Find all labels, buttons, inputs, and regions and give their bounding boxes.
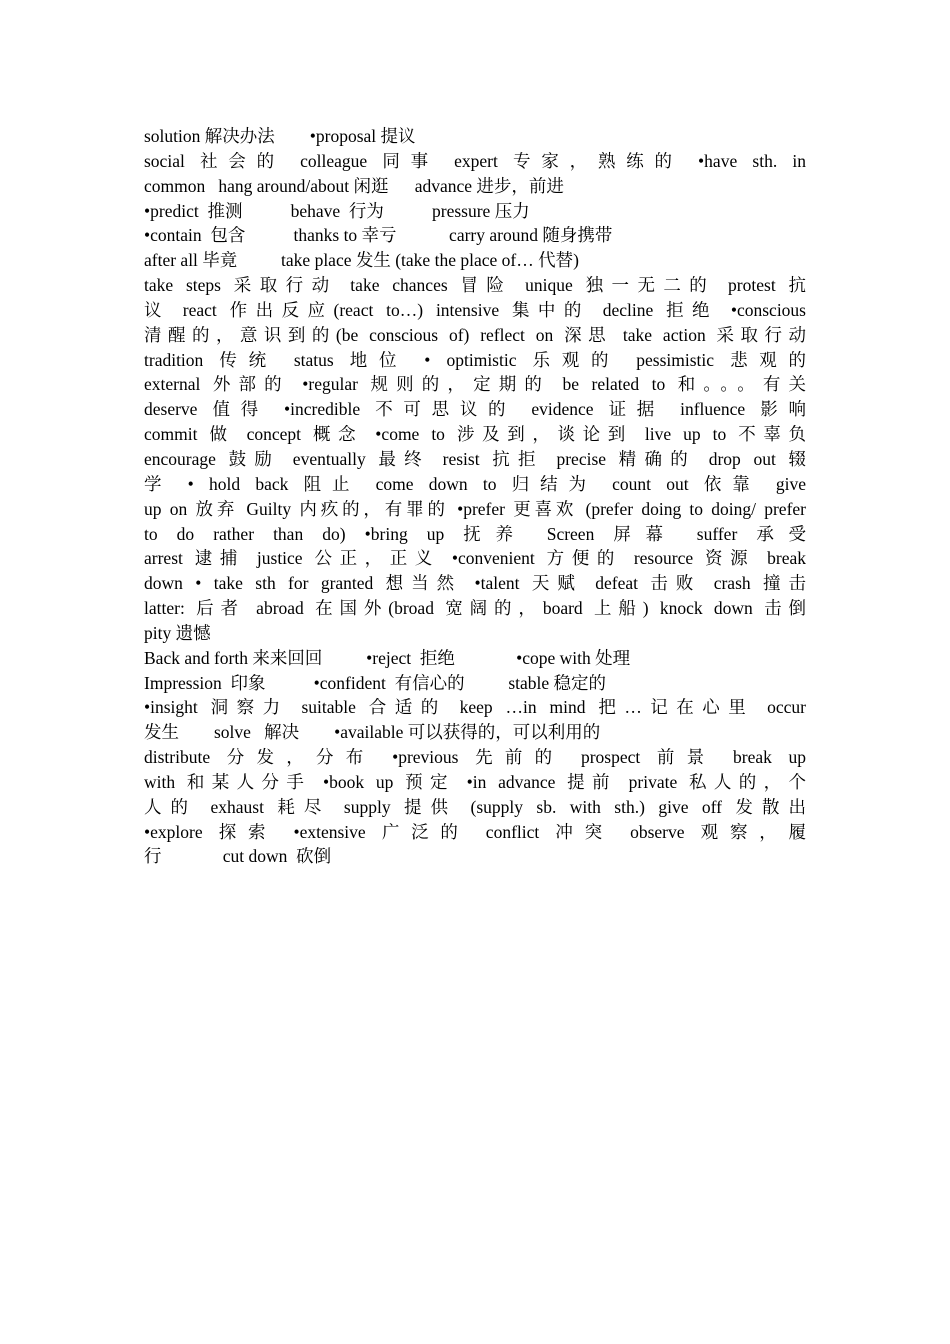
text-line: Back and forth 来来回回 •reject 拒绝 •cope with 处理 bbox=[144, 647, 631, 668]
text-line: 人的 exhaust 耗尽 supply 提供 (supply sb. with sth.) give off 发散出 bbox=[144, 796, 806, 817]
text-line: commit 做 concept 概念 •come to 涉及到，谈论到 live up to 不辜负 bbox=[144, 424, 806, 445]
text-line: encourage 鼓励 eventually 最终 resist 抗拒 precise 精确的 drop out 辍 bbox=[144, 448, 806, 469]
text-line: pity 遗憾 bbox=[144, 622, 211, 643]
text-line: Impression 印象 •confident 有信心的 stable 稳定的 bbox=[144, 672, 607, 693]
text-line: common hang around/about 闲逛 advance 进步，前进 bbox=[144, 175, 564, 196]
text-line: •insight 洞察力 suitable 合适的 keep …in mind 把…记在心里 occur bbox=[144, 697, 806, 718]
text-line: 议 react 作出反应(react to…) intensive 集中的 decline 拒绝 •conscious bbox=[144, 299, 806, 320]
text-line: •contain 包含 thanks to 幸亏 carry around 随身携带 bbox=[144, 225, 613, 246]
text-line: external 外部的 •regular 规则的，定期的 be related to 和。。。有关 bbox=[144, 374, 806, 395]
text-line: •predict 推测 behave 行为 pressure 压力 bbox=[144, 200, 530, 221]
text-line: take steps 采取行动 take chances 冒险 unique 独一无二的 protest 抗 bbox=[144, 275, 806, 296]
vocabulary-list bbox=[144, 124, 806, 869]
text-line: 发生 solve 解决 •available 可以获得的，可以利用的 bbox=[144, 722, 601, 743]
text-line: solution 解决办法 •proposal 提议 bbox=[144, 126, 416, 146]
text-line: latter: 后者 abroad 在国外(broad 宽阔的，board 上船) knock down 击倒 bbox=[144, 598, 806, 619]
text-line: 学 • hold back 阻止 come down to 归结为 count out 依靠 give bbox=[144, 473, 806, 494]
text-line: down • take sth for granted 想当然 •talent 天赋 defeat 击败 crash 撞击 bbox=[144, 573, 806, 594]
text-line: to do rather than do) •bring up 抚养 Screen 屏幕 suffer 承受 bbox=[144, 523, 806, 544]
text-line: tradition 传统 status 地位 • optimistic 乐观的 pessimistic 悲观的 bbox=[144, 349, 806, 370]
text-line: arrest 逮捕 justice 公正，正义 •convenient 方便的 resource 资源 break bbox=[144, 548, 806, 569]
text-line: 清醒的，意识到的(be conscious of) reflect on 深思 take action 采取行动 bbox=[144, 324, 806, 345]
text-line: after all 毕竟 take place 发生 (take the place of… 代替) bbox=[144, 250, 579, 271]
text-line: deserve 值得 •incredible 不可思议的 evidence 证据 influence 影响 bbox=[144, 399, 806, 420]
text-line: 行 cut down 砍倒 bbox=[144, 846, 332, 867]
text-line: with 和某人分手 •book up 预定 •in advance 提前 private 私人的，个 bbox=[144, 771, 806, 792]
text-line: distribute 分发，分布 •previous 先前的 prospect 前景 break up bbox=[144, 747, 806, 768]
text-line: •explore 探索 •extensive 广泛的 conflict 冲突 observe 观察，履 bbox=[144, 821, 806, 842]
text-line: up on 放弃 Guilty 内疚的，有罪的 •prefer 更喜欢 (prefer doing to doing/ prefer bbox=[144, 498, 806, 519]
text-line: social 社会的 colleague 同事 expert 专家，熟练的 •have sth. in bbox=[144, 150, 806, 171]
